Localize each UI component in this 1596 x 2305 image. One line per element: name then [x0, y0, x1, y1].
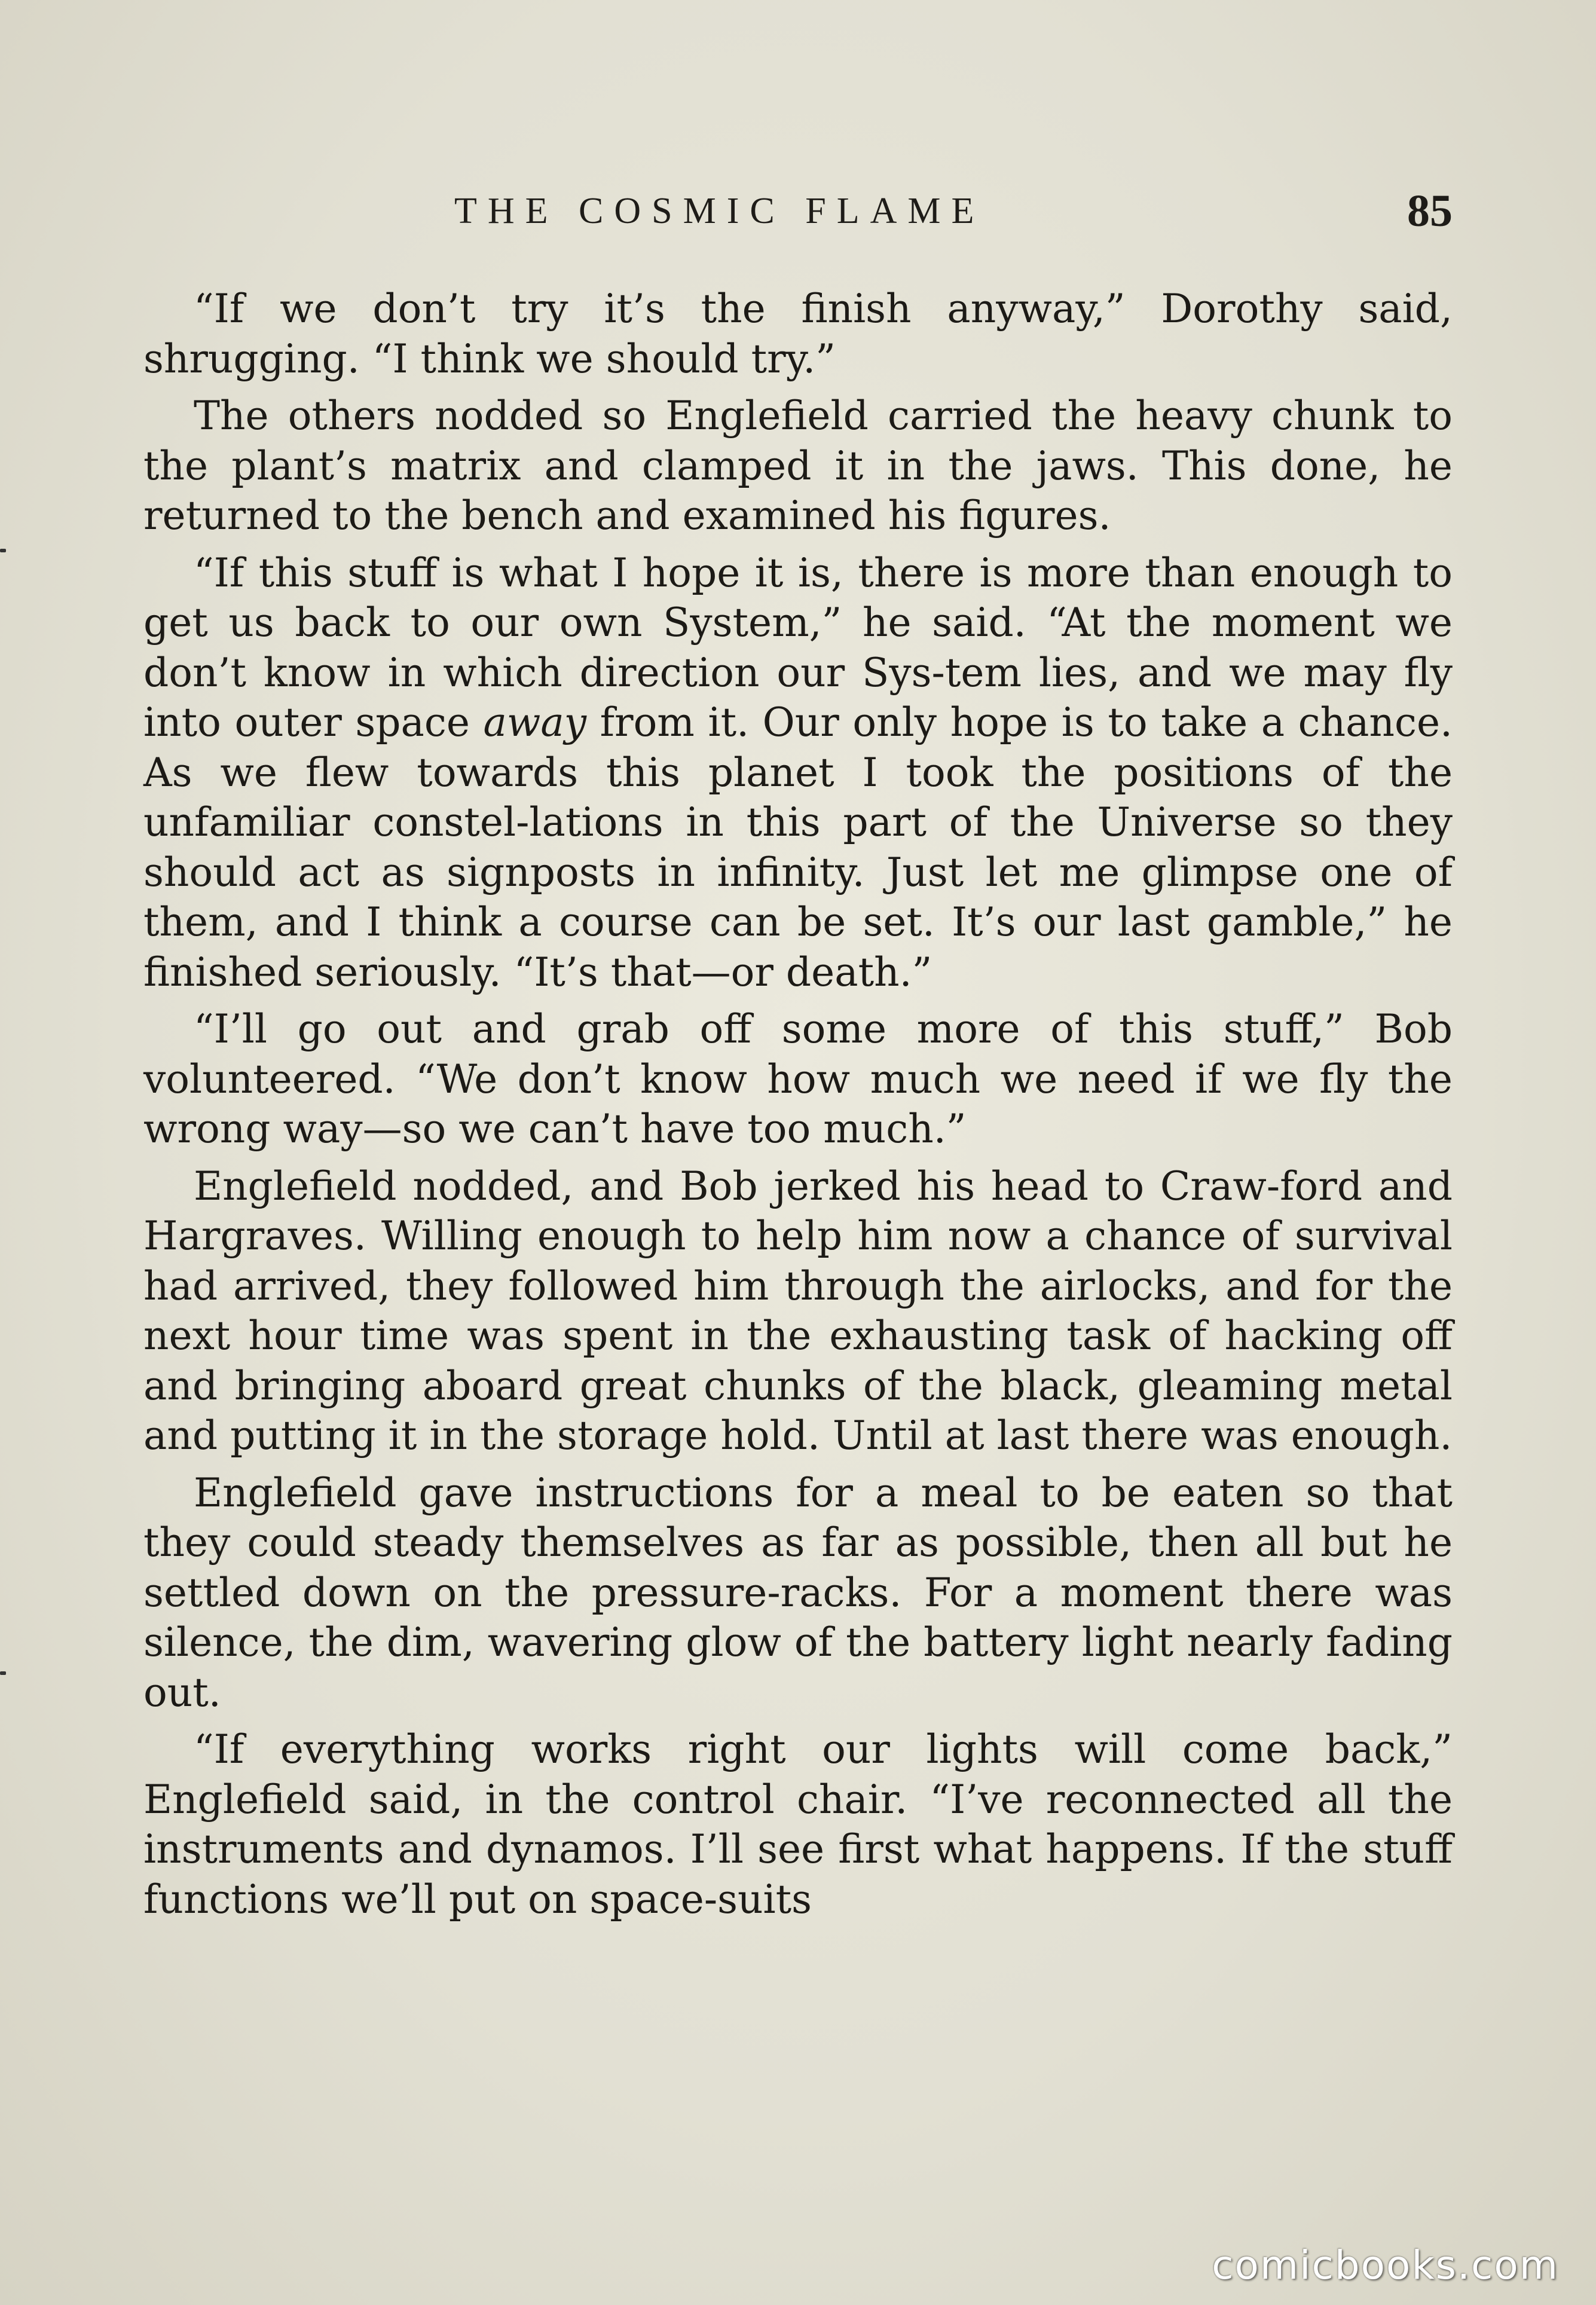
paragraph: The others nodded so Englefield carried the heavy chunk to the plant’s matrix and clamped it in the jaws. This done, he returned to the bench and examined his figures.: [143, 393, 1453, 539]
paragraph: “If everything works right our lights will come back,” Englefield said, in the control chair. “I’ve reconnected all the instruments and dynamos. I’ll see first what happens. If the stuff functions we’ll put on space-suits: [143, 1726, 1453, 1922]
paragraph-text: “If this stuff is what I hope it is, there is more than enough to get us back to our own System,” he said. “At the moment we don’t know in which direction our Sys-tem lies, and we may fly into outer space: [143, 549, 1453, 745]
paragraph: Englefield nodded, and Bob jerked his head to Craw-ford and Hargraves. Willing enough to help him now a chance of survival had arrived, they followed him through the airlocks, and for the next hour time was spent in the exhausting task of hacking off and bringing aboard great chunks of the black, gleaming metal and putting it in the storage hold. Until at last there was enough.: [143, 1163, 1453, 1459]
site-watermark: comicbooks.com: [1212, 2242, 1559, 2288]
body-text: [143, 284, 1453, 1931]
emphasized-word: away: [483, 699, 586, 745]
page-number: 85: [1407, 186, 1453, 236]
running-title: THE COSMIC FLAME: [454, 191, 985, 231]
paragraph: Englefield gave instructions for a meal to be eaten so that they could steady themselves as far as possible, then all but he settled down on the pressure-racks. For a moment there was silence, the dim, wavering glow of the battery light nearly fading out.: [143, 1469, 1453, 1716]
paragraph-text: from it. Our only hope is to take a chance. As we flew towards this planet I took the positions of the unfamiliar constel-lations in this part of the Universe so they should act as signposts in infinity. Just let me glimpse one of them, and I think a course can be set. It’s our last gamble,” he finished seriously. “It’s that—or death.”: [143, 699, 1453, 995]
page-edge-mark: [0, 549, 6, 552]
paragraph: “I’ll go out and grab off some more of this stuff,” Bob volunteered. “We don’t know how much we need if we fly the wrong way—so we can’t have too much.”: [143, 1006, 1453, 1152]
running-head: [143, 186, 1453, 238]
page-edge-mark: [0, 1671, 6, 1675]
paragraph: “If we don’t try it’s the finish anyway,” Dorothy said, shrugging. “I think we should try.”: [143, 286, 1453, 382]
paragraph: [143, 548, 1453, 998]
